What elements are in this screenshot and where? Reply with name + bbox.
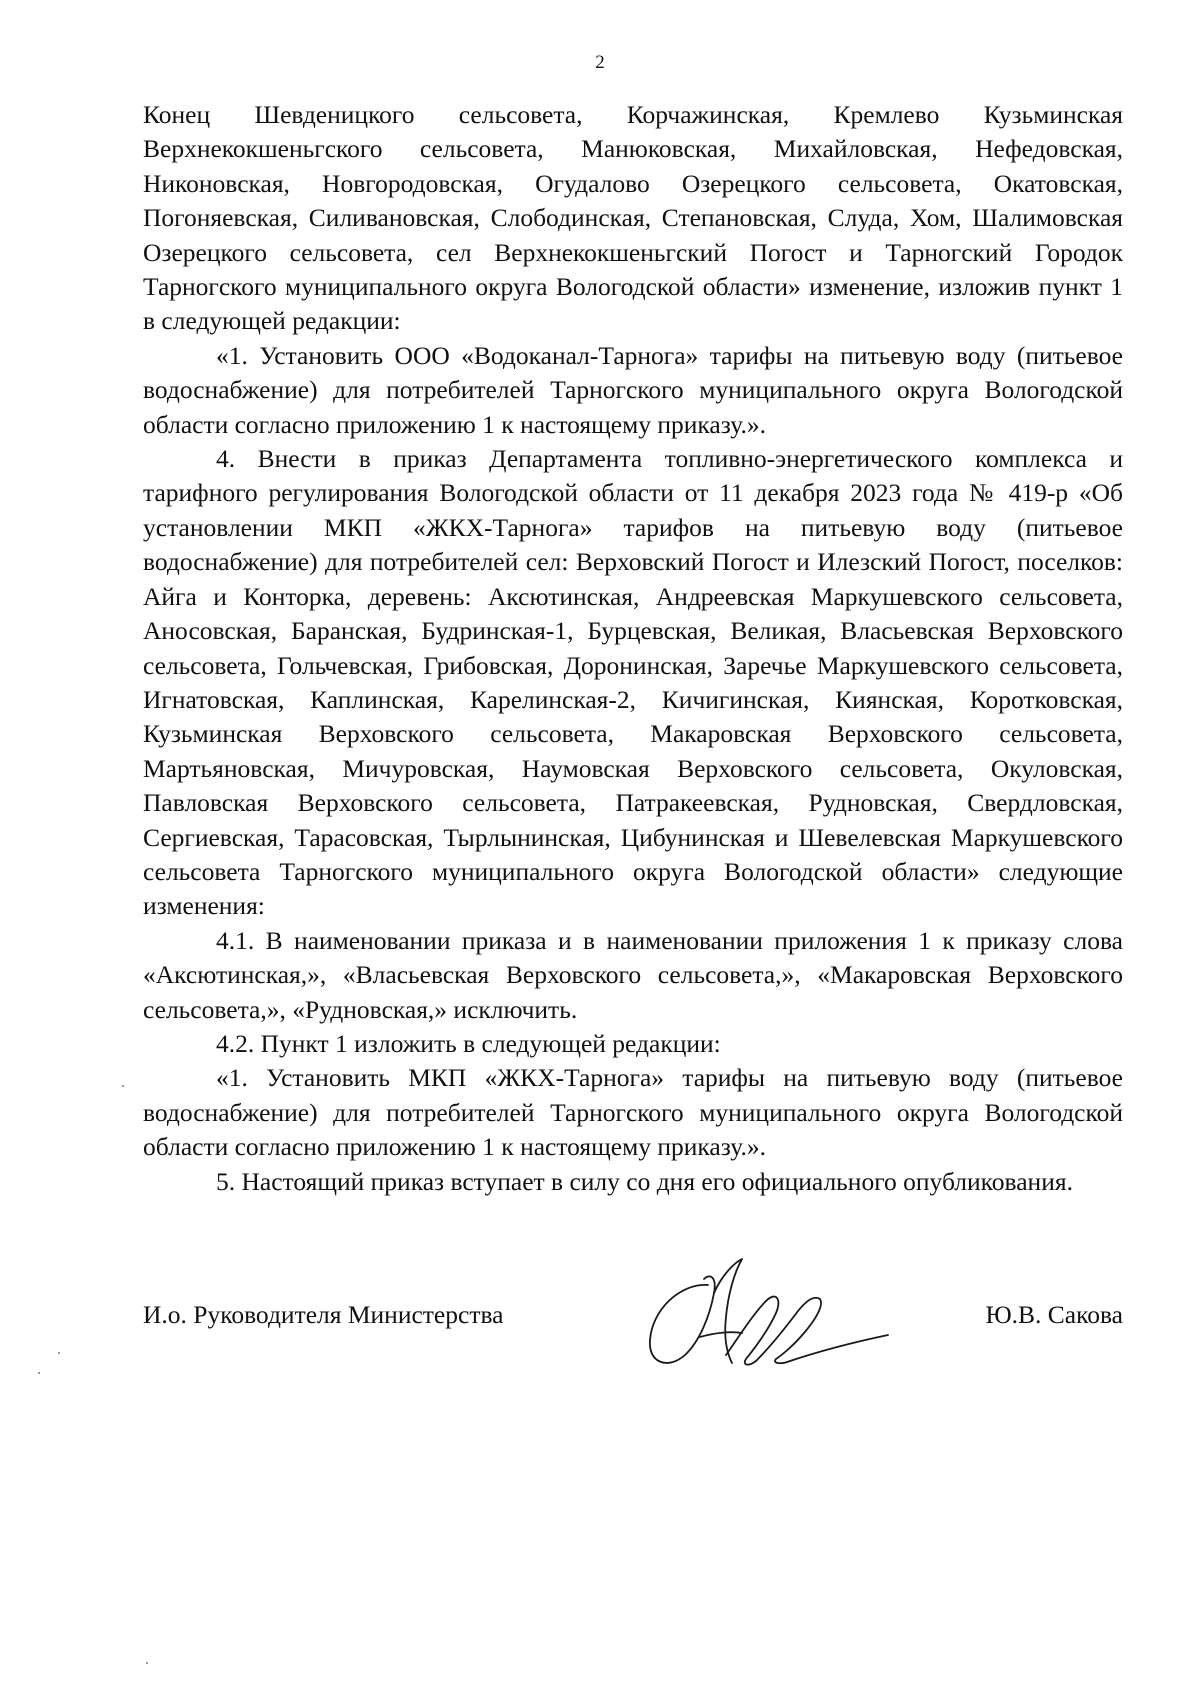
paragraph-continuation: Конец Шевденицкого сельсовета, Корчажинская, Кремлево Кузьминская Верхнекокшеньгского сельсовета, Манюковская, Михайловская, Нефедовская, Никоновская, Новгородовская, Огудалово Озерецкого сельсовета, Окатовская, Погоняевская, Силивановская, Слободинская, Степановская, Слуда, Хом, Шалимовская Озерецкого сельсовета, сел Верхнекокшеньгский Погост и Тарногский Городок Тарногского муниципального округа Вологодской области» изменение, изложив пункт 1 в следующей редакции: [143,100,1123,336]
scan-speck [58,1352,60,1354]
document-body [143,98,1123,1199]
scan-speck [146,1662,148,1664]
paragraph-item-4-2: 4.2. Пункт 1 изложить в следующей редакции: [216,1028,721,1058]
scan-speck [122,1085,124,1087]
paragraph-item-4-1: 4.1. В наименовании приказа и в наименовании приложения 1 к приказу слова «Аксютинская,», «Власьевская Верховского сельсовета,», «Макаровская Верховского сельсовета,», «Рудновская,» исключить. [143,925,1123,1024]
signer-name: Ю.В. Сакова [985,1300,1123,1329]
paragraph-item-5: 5. Настоящий приказ вступает в силу со дня его официального опубликования. [216,1166,1073,1196]
page-number: 2 [595,52,605,73]
signer-position: И.о. Руководителя Министерства [143,1300,504,1329]
handwritten-signature [630,1255,900,1380]
scan-speck [38,1372,40,1374]
paragraph-item-4: 4. Внести в приказ Департамента топливно-энергетического комплекса и тарифного регулирования Вологодской области от 11 декабря 2023 года № 419-р «Об установлении МКП «ЖКХ-Тарнога» тарифов на питьевую воду (питьевое водоснабжение) для потребителей сел: Верховский Погост и Илезский Погост, поселков: Айга и Конторка, деревень: Аксютинская, Андреевская Маркушевского сельсовета, Аносовская, Баранская, Будринская-1, Бурцевская, Великая, Власьевская Верховского сельсовета, Гольчевская, Грибовская, Доронинская, Заречье Маркушевского сельсовета, Игнатовская, Каплинская, Карелинская-2, Кичигинская, Киянская, Коротковская, Кузьминская Верховского сельсовета, Макаровская Верховского сельсовета, Мартьяновская, Мичуровская, Наумовская Верховского сельсовета, Окуловская, Павловская Верховского сельсовета, Патракеевская, Рудновская, Свердловская, Сергиевская, Тарасовская, Тырлынинская, Цибунинская и Шевелевская Маркушевского сельсовета Тарногского муниципального округа Вологодской области» следующие изменения: [143,444,1123,921]
paragraph-quoted-item-1-zhkh: «1. Установить МКП «ЖКХ-Тарнога» тарифы на питьевую воду (питьевое водоснабжение) для потребителей Тарногского муниципального округа Вологодской области согласно приложению 1 к настоящему приказу.». [143,1063,1123,1162]
paragraph-quoted-item-1-vodokanal: «1. Установить ООО «Водоканал-Тарнога» тарифы на питьевую воду (питьевое водоснабжение) для потребителей Тарногского муниципального округа Вологодской области согласно приложению 1 к настоящему приказу.». [143,340,1123,439]
